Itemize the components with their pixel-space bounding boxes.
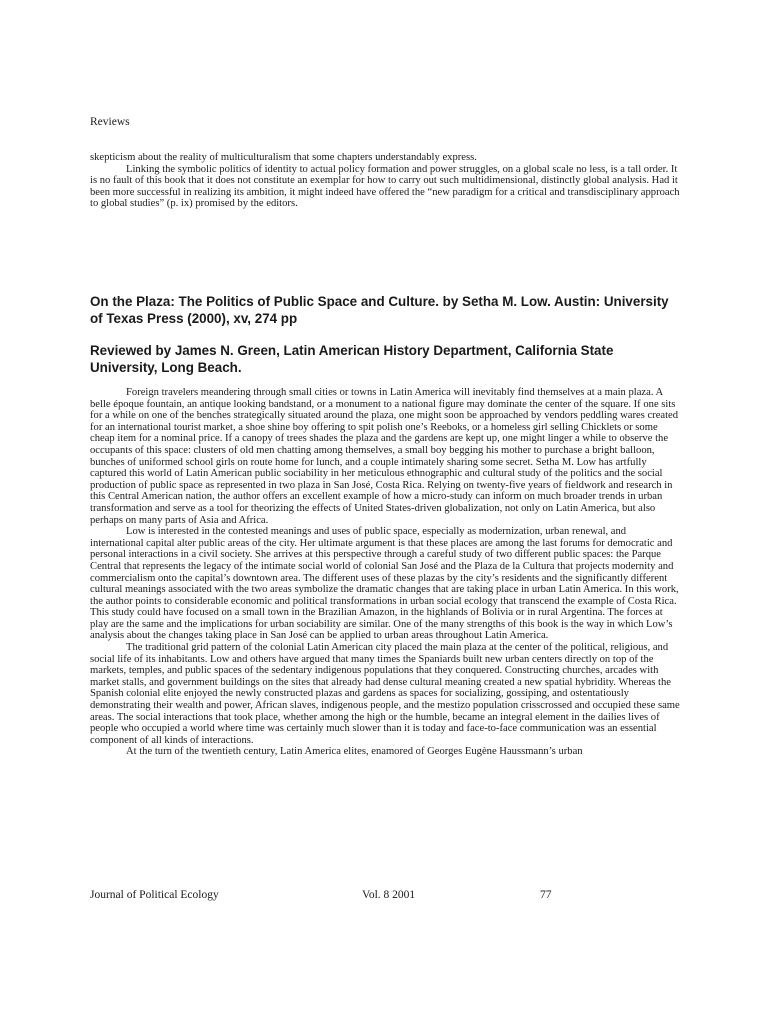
document-page: [90, 0, 680, 1024]
footer-volume: Vol. 8 2001: [362, 889, 416, 901]
paragraph: Linking the symbolic politics of identity to actual policy formation and power struggles, on a global scale no less, is a tall order. It is no fault of this book that it does not constitute an exemplar for how to carry out such multidimensional, distinctly global analysis. Had it been more successful in realizing its ambition, it might indeed have offered the “new paradigm for a critical and transdisciplinary approach to global studies” (p. ix) promised by the editors.: [90, 163, 680, 210]
reviewer-heading: Reviewed by James N. Green, Latin American History Department, California State University, Long Beach.: [90, 343, 614, 375]
book-title-heading: On the Plaza: The Politics of Public Space and Culture. by Setha M. Low. Austin: University of Texas Press (2000), xv, 274 pp: [90, 294, 669, 326]
previous-review-continuation: [90, 152, 680, 210]
paragraph: At the turn of the twentieth century, Latin America elites, enamored of Georges Eugène Haussmann’s urban: [126, 746, 583, 758]
running-head: Reviews: [90, 116, 130, 128]
review-body: [90, 387, 680, 758]
footer-page-number: 77: [540, 889, 552, 901]
paragraph: Foreign travelers meandering through small cities or towns in Latin America will inevitably find themselves at a main plaza. A belle époque fountain, an antique looking bandstand, or a monument to a national figure may dominate the center of the square. If one sits for a while on one of the benches strategically situated around the plaza, one might soon be approached by vendors peddling wares created for an international tourist market, a shoe shine boy offering to spit polish one’s Reeboks, or a homeless girl selling Chicklets or some cheap item for a nominal price. If a canopy of trees shades the plaza and the gardens are kept up, one might linger a while to observe the occupants of this space: clusters of old men chatting among themselves, a small boy begging his mother to purchase a bright balloon, bunches of uniformed school girls on route home for lunch, and a couple intimately sharing some secret. Setha M. Low has artfully captured this world of Latin American public sociability in her meticulous ethnographic and cultural study of the politics and the social production of public space as represented in two plaza in San José, Costa Rica. Relying on twenty-five years of fieldwork and research in this Central American nation, the author offers an excellent example of how a micro-study can inform on much broader trends in urban transformation and serve as a tool for theorizing the effects of United States-driven globalization, not only on Latin America, but also perhaps on many parts of Asia and Africa.: [90, 387, 679, 526]
footer-journal-name: Journal of Political Ecology: [90, 889, 219, 901]
paragraph: skepticism about the reality of multiculturalism that some chapters understandably express.: [90, 152, 477, 163]
paragraph: The traditional grid pattern of the colonial Latin American city placed the main plaza at the center of the political, religious, and social life of its inhabitants. Low and others have argued that many times the Spaniards built new urban centers directly on top of the markets, temples, and public spaces of the sedentary indigenous populations that they conquered. Constructing churches, arcades with market stalls, and government buildings on the sites that already had dense cultural meaning created a new spatial hybridity. Whereas the Spanish colonial elite enjoyed the newly constructed plazas and gardens as spaces for socializing, gossiping, and ostentatiously demonstrating their wealth and power, African slaves, indigenous people, and the mestizo population crisscrossed and occupied these same areas. The social interactions that took place, whether among the high or the humble, became an integral element in the dailies lives of people who occupied a world where time was certainly much slower than it is today and face-to-face communication was an essential component of all kinds of interactions.: [90, 642, 680, 746]
paragraph: Low is interested in the contested meanings and uses of public space, especially as modernization, urban renewal, and international capital alter public areas of the city. Her ultimate argument is that these places are among the last forums for democratic and personal interactions in a civil society. She arrives at this perspective through a careful study of two different public spaces: the Parque Central that represents the legacy of the intimate social world of colonial San José and the Plaza de la Cultura that projects modernity and commercialism onto the capital’s downtown area. The different uses of these plazas by the city’s residents and the significantly different cultural meanings associated with the two areas symbolize the dramatic changes that are taking place in urban Latin America. In this work, the author points to considerable economic and political transformations in urban social ecology that transcend the example of Costa Rica. This study could have focused on a small town in the Brazilian Amazon, in the highlands of Bolivia or in rural Argentina. The forces at play are the same and the implications for urban sociability are similar. One of the many strengths of this book is the way in which Low’s analysis about the changes taking place in San José can be applied to urban areas throughout Latin America.: [90, 526, 679, 642]
